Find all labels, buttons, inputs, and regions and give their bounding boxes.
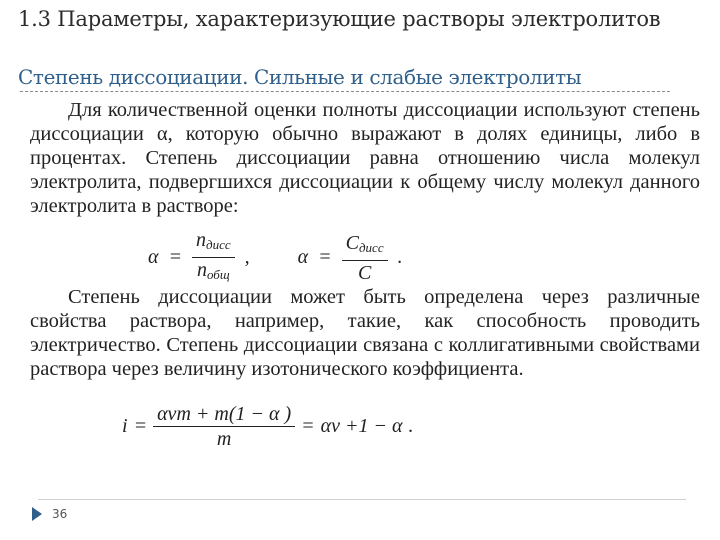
slide-title: 1.3 Параметры, характеризующие растворы электролитов [18, 7, 661, 31]
formula1-lhs2: α [297, 246, 309, 268]
formula1-separator: , [244, 246, 250, 268]
formula1-denominator: $n_{общ}$ [196, 259, 230, 282]
formula1-numerator: $n_{дисс}$ [196, 229, 231, 252]
formula2-end: . [408, 415, 414, 437]
formula2-lhs: i [122, 415, 128, 437]
slide-subtitle: Степень диссоциации. Сильные и слабые электролиты [18, 65, 582, 89]
page-number: 36 [52, 507, 68, 521]
footer-divider [38, 499, 686, 500]
formula-isotonic-coefficient [122, 402, 414, 451]
paragraph-definition: Для количественной оценки полноты диссоциации используют степень диссоциации α, которую обычно выражают в долях единицы, либо в процентах. Степень диссоциации равна отношению числа молекул электролита, подвергшихся диссоциации к общему числу молекул данного электролита в растворе: [30, 99, 700, 217]
formula1-denominator2: C [357, 261, 372, 284]
formula1-equals2: = [318, 246, 332, 268]
formula-degree-of-dissociation [148, 228, 403, 287]
formula1-numerator2: $C_{дисс}$ [345, 231, 384, 255]
formula2-denominator: m [216, 428, 232, 450]
formula2-equals2: = [301, 415, 315, 437]
formula1-lhs: α [148, 246, 159, 268]
paragraph-properties: Степень диссоциации может быть определена через различные свойства раствора, например, такие, как способность проводить электричество. Степень диссоциации связана с коллигативными свойствами раствора через величину изотонического коэффициента. [30, 286, 700, 380]
formula2-fraction [153, 402, 295, 451]
play-arrow-icon [32, 507, 42, 521]
formula1-fraction-c [342, 231, 388, 285]
formula2-numerator: ανm + m(1 − α ) [157, 403, 292, 425]
title-divider [20, 91, 670, 92]
formula2-rhs: αν +1 − α [320, 415, 403, 437]
formula1-end: . [397, 246, 403, 268]
formula2-equals: = [133, 415, 148, 437]
formula1-equals: = [168, 246, 182, 268]
formula1-fraction-n [192, 228, 235, 287]
